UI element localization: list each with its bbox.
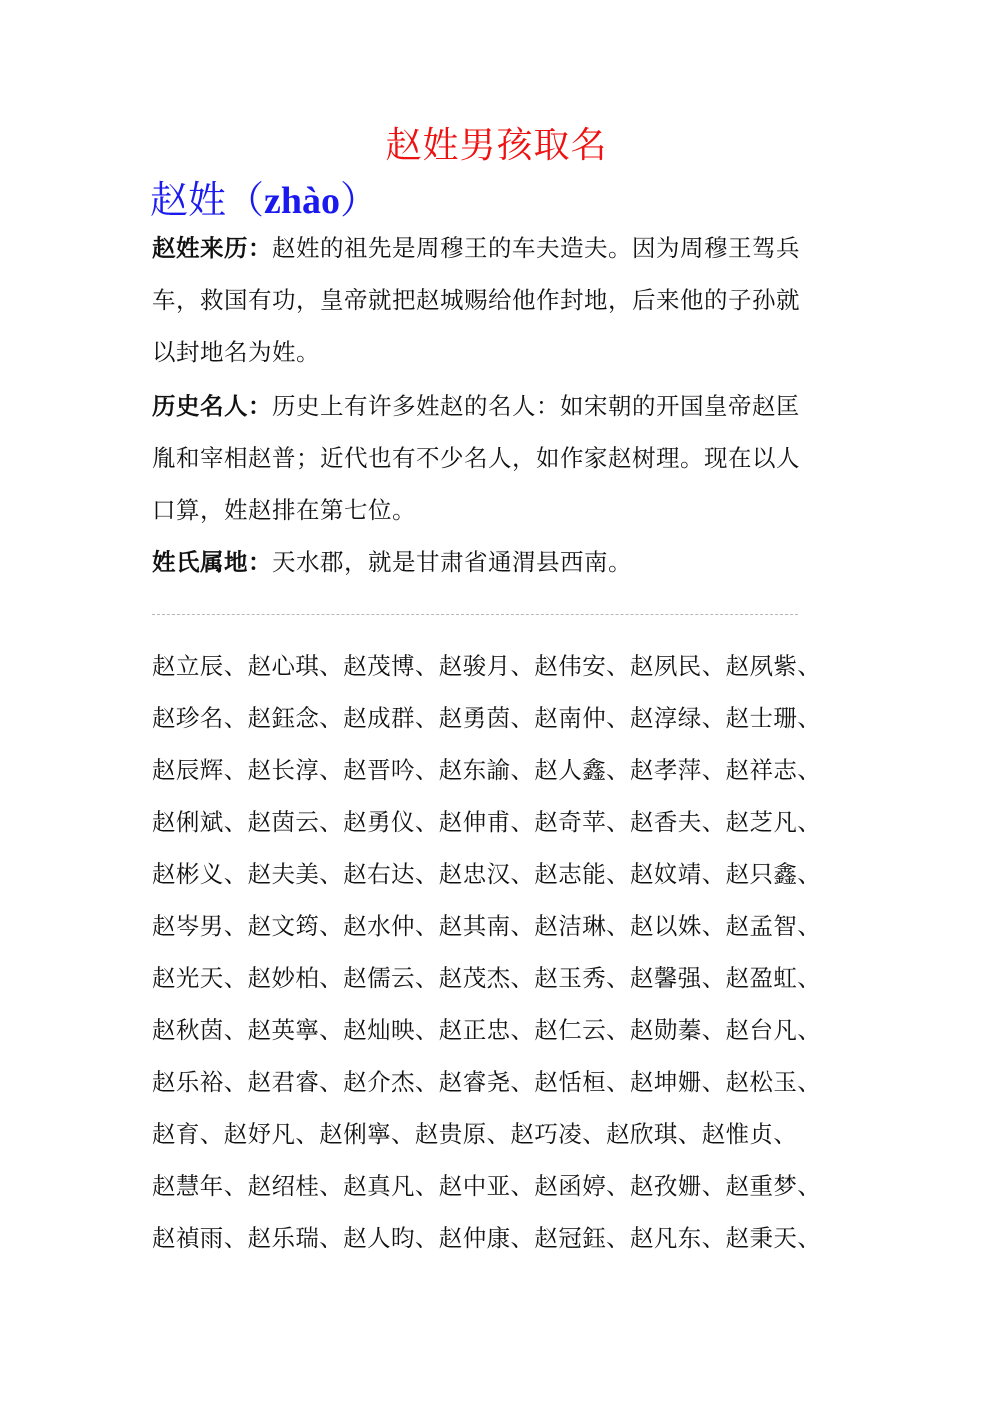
name-row: 赵彬义、赵夫美、赵右达、赵忠汉、赵志能、赵妏靖、赵只鑫、: [152, 860, 822, 888]
name-row: 赵禎雨、赵乐瑞、赵人昀、赵仲康、赵冠鈺、赵凡东、赵秉天、: [152, 1224, 822, 1252]
name-row: 赵珍名、赵鈺念、赵成群、赵勇茵、赵南仲、赵淳绿、赵士珊、: [152, 704, 822, 732]
region-line: 姓氏属地：天水郡，就是甘肃省通渭县西南。: [152, 548, 632, 576]
name-row: 赵岑男、赵文筠、赵水仲、赵其南、赵洁琳、赵以姝、赵孟智、: [152, 912, 822, 940]
dashed-divider: [152, 614, 798, 615]
name-row: 赵辰辉、赵长淳、赵晋吟、赵东諭、赵人鑫、赵孝萍、赵祥志、: [152, 756, 822, 784]
name-row: 赵立辰、赵心琪、赵茂博、赵骏月、赵伟安、赵夙民、赵夙紫、: [152, 652, 822, 680]
name-row: 赵慧年、赵绍桂、赵真凡、赵中亚、赵函婷、赵孜姗、赵重梦、: [152, 1172, 822, 1200]
region-label: 姓氏属地：: [152, 548, 272, 576]
origin-line-1: 赵姓来历：赵姓的祖先是周穆王的车夫造夫。因为周穆王驾兵: [152, 234, 800, 262]
name-row: 赵光天、赵妙柏、赵儒云、赵茂杰、赵玉秀、赵馨强、赵盈虹、: [152, 964, 822, 992]
famous-line-1: 历史名人：历史上有许多姓赵的名人：如宋朝的开国皇帝赵匡: [152, 392, 800, 420]
origin-line-3: 以封地名为姓。: [152, 338, 320, 366]
page-title: 赵姓男孩取名: [385, 125, 608, 166]
famous-line-2: 胤和宰相赵普；近代也有不少名人，如作家赵树理。现在以人: [152, 444, 800, 472]
origin-line-2: 车，救国有功，皇帝就把赵城赐给他作封地，后来他的子孙就: [152, 286, 800, 314]
name-row: 赵乐裕、赵君睿、赵介杰、赵睿尧、赵恬桓、赵坤姗、赵松玉、: [152, 1068, 822, 1096]
name-list: [152, 640, 852, 1264]
name-row: 赵秋茵、赵英寧、赵灿映、赵正忠、赵仁云、赵勋蓁、赵台凡、: [152, 1016, 822, 1044]
surname-heading-close: ）: [340, 178, 379, 222]
origin-section: [152, 222, 842, 378]
origin-label: 赵姓来历：: [152, 234, 272, 262]
name-row: 赵俐斌、赵茵云、赵勇仪、赵伸甫、赵奇苹、赵香夫、赵芝凡、: [152, 808, 822, 836]
famous-label: 历史名人：: [152, 392, 272, 420]
name-row: 赵育、赵妤凡、赵俐寧、赵贵原、赵巧凌、赵欣琪、赵惟贞、: [152, 1120, 798, 1148]
surname-heading-text: 赵姓（: [150, 178, 265, 222]
surname-pinyin: zhào: [264, 180, 341, 222]
famous-line-3: 口算，姓赵排在第七位。: [152, 496, 416, 524]
surname-heading: [150, 176, 378, 225]
region-section: [152, 536, 842, 588]
famous-section: [152, 380, 842, 536]
